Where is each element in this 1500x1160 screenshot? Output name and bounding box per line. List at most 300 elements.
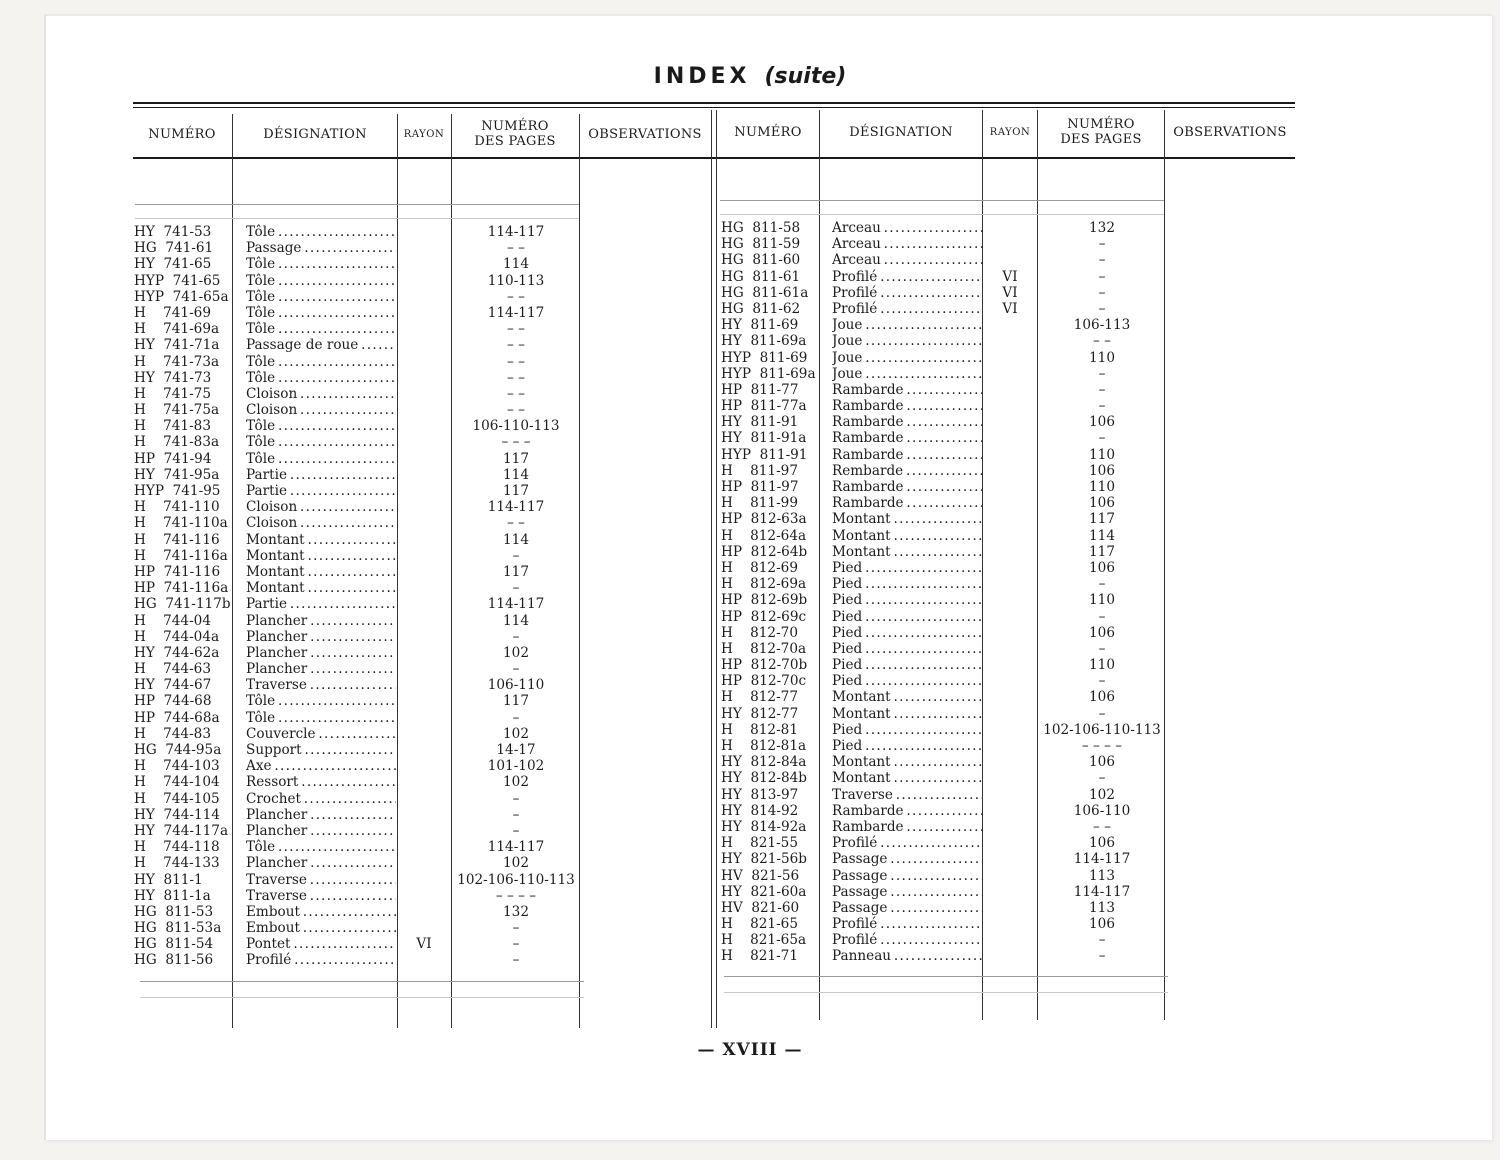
entry-designation: Embout . . . <box>246 904 396 920</box>
index-entry <box>134 904 584 920</box>
entry-pages: 106 <box>1089 414 1115 431</box>
entry-designation: Rembarde . . . <box>832 463 982 479</box>
index-entry <box>721 236 1171 252</box>
index-entry <box>134 434 584 450</box>
entry-designation: Plancher . . . <box>246 645 396 661</box>
index-entry <box>721 333 1171 349</box>
index-entry <box>134 483 584 499</box>
index-entry <box>134 710 584 726</box>
entry-pages: – <box>512 709 520 726</box>
guide-line-left-top <box>135 204 579 205</box>
entry-pages: 110 <box>1089 349 1115 366</box>
index-entry <box>721 770 1171 786</box>
entry-number: HY 812-77 <box>721 705 799 722</box>
entry-designation: Tôle . . . <box>246 418 396 434</box>
entry-designation: Plancher . . . <box>246 855 396 871</box>
entry-designation: Tôle . . . <box>246 256 396 272</box>
entry-designation: Arceau . . . <box>832 252 982 268</box>
header-designation-left: DÉSIGNATION <box>263 126 367 142</box>
entry-pages: 110-113 <box>487 272 545 289</box>
entry-number: HY 811-91a <box>721 430 807 447</box>
entry-number: H 741-116 <box>134 531 220 548</box>
index-entry <box>134 596 584 612</box>
entry-number: H 741-110a <box>134 515 228 532</box>
entry-number: HG 811-53a <box>134 920 222 937</box>
index-entry <box>721 722 1171 738</box>
entry-pages: – – <box>507 515 525 532</box>
entry-number: HG 744-95a <box>134 742 222 758</box>
index-list-right <box>721 220 1171 965</box>
entry-number: HP 812-70c <box>721 673 807 690</box>
entry-designation: Cloison . . . <box>246 515 396 531</box>
entry-pages: – – <box>507 240 525 257</box>
entry-number: HYP 741-95 <box>134 483 221 499</box>
index-entry <box>721 868 1171 884</box>
entry-number: H 821-65a <box>721 932 807 949</box>
entry-number: HY 741-73 <box>134 369 212 386</box>
entry-number: HY 812-84b <box>721 770 808 787</box>
entry-number: HY 744-114 <box>134 806 220 823</box>
entry-pages: 102 <box>503 644 529 661</box>
entry-number: H 744-63 <box>134 661 211 678</box>
entry-designation: Rambarde . . . <box>832 382 982 398</box>
entry-designation: Joue . . . <box>832 317 982 333</box>
entry-designation: Tôle . . . <box>246 451 396 467</box>
index-entry <box>134 499 584 515</box>
entry-pages: – <box>1098 268 1106 285</box>
entry-pages: 106 <box>1089 495 1115 512</box>
entry-number: HP 812-63a <box>721 511 807 528</box>
entry-pages: – – – – <box>1081 738 1123 754</box>
index-entry <box>721 900 1171 916</box>
entry-pages: – <box>1098 430 1106 447</box>
entry-number: H 744-118 <box>134 839 220 856</box>
entry-designation: Montant . . . <box>246 548 396 564</box>
index-entry <box>134 920 584 936</box>
header-observations-right: OBSERVATIONS <box>1173 124 1287 140</box>
entry-designation: Traverse . . . <box>832 787 982 803</box>
entry-pages: 114 <box>503 466 529 483</box>
entry-designation: Pied . . . <box>832 592 982 608</box>
header-observations-left: OBSERVATIONS <box>588 126 702 142</box>
entry-number: HG 811-62 <box>721 300 801 317</box>
entry-number: H 812-69a <box>721 576 807 593</box>
entry-pages: – – – – <box>495 887 537 904</box>
entry-rayon: VI <box>416 936 432 953</box>
index-entry <box>134 613 584 629</box>
index-entry <box>721 220 1171 236</box>
index-entry <box>721 544 1171 560</box>
entry-designation: Axe . . . <box>246 758 396 774</box>
index-entry <box>134 580 584 596</box>
index-entry <box>134 677 584 693</box>
index-entry <box>721 560 1171 576</box>
entry-designation: Rambarde . . . <box>832 495 982 511</box>
entry-pages: – <box>1098 365 1106 382</box>
entry-number: H 811-99 <box>721 495 798 512</box>
entry-designation: Traverse . . . <box>246 888 396 904</box>
entry-number: H 821-65 <box>721 916 798 933</box>
entry-number: HG 811-54 <box>134 936 214 953</box>
entry-number: H 744-104 <box>134 774 220 791</box>
entry-designation: Tôle . . . <box>246 693 396 709</box>
entry-designation: Pontet . . . <box>246 936 396 952</box>
entry-number: HG 811-59 <box>721 236 801 253</box>
entry-number: H 812-64a <box>721 527 807 544</box>
header-designation-right: DÉSIGNATION <box>849 124 953 140</box>
entry-designation: Pied . . . <box>832 609 982 625</box>
header-pages-right-line1: NUMÉRO <box>1067 117 1135 132</box>
entry-pages: 102 <box>503 725 529 742</box>
entry-pages: 106 <box>1089 689 1115 706</box>
index-entry <box>721 495 1171 511</box>
entry-pages: – – <box>507 337 525 354</box>
header-numero-right: NUMÉRO <box>734 124 802 140</box>
entry-number: HP 741-116a <box>134 580 229 597</box>
index-entry <box>721 948 1171 964</box>
index-entry <box>134 791 584 807</box>
guide-line-left-bottom <box>140 981 584 982</box>
entry-pages: 114-117 <box>487 499 545 516</box>
entry-number: H 744-105 <box>134 790 220 807</box>
index-entry <box>721 819 1171 835</box>
entry-number: HV 821-56 <box>721 867 800 884</box>
index-entry <box>721 252 1171 268</box>
entry-pages: 132 <box>1089 220 1115 236</box>
entry-pages: 114 <box>503 256 529 273</box>
entry-pages: – <box>512 936 520 953</box>
entry-number: H 811-97 <box>721 462 798 479</box>
index-entry <box>721 511 1171 527</box>
entry-number: H 744-83 <box>134 725 211 742</box>
index-entry <box>134 888 584 904</box>
index-entry <box>134 936 584 952</box>
entry-pages: 110 <box>1089 479 1115 495</box>
entry-number: HY 821-56b <box>721 851 808 868</box>
entry-number: HP 812-69c <box>721 608 807 625</box>
entry-designation: Montant . . . <box>832 689 982 705</box>
entry-designation: Pied . . . <box>832 738 982 754</box>
entry-designation: Support . . . <box>246 742 396 758</box>
entry-pages: 106 <box>1089 624 1115 641</box>
entry-designation: Pied . . . <box>832 673 982 689</box>
entry-pages: 110 <box>1089 446 1115 463</box>
entry-pages: – <box>1098 673 1106 690</box>
index-entry <box>721 689 1171 705</box>
entry-pages: 114 <box>503 612 529 629</box>
entry-number: HY 814-92a <box>721 818 807 835</box>
index-entry <box>134 855 584 871</box>
entry-pages: – <box>512 822 520 839</box>
entry-designation: Plancher . . . <box>246 629 396 645</box>
index-entry <box>134 629 584 645</box>
entry-designation: Montant . . . <box>246 580 396 596</box>
entry-designation: Pied . . . <box>832 657 982 673</box>
entry-pages: – <box>1098 284 1106 301</box>
entry-designation: Tôle . . . <box>246 273 396 289</box>
entry-pages: 132 <box>503 903 529 920</box>
entry-pages: 114-117 <box>1073 851 1131 868</box>
entry-number: H 812-81a <box>721 738 807 754</box>
index-entry <box>721 382 1171 398</box>
entry-number: H 741-69 <box>134 304 211 321</box>
index-entry <box>721 528 1171 544</box>
entry-number: H 812-81 <box>721 721 798 738</box>
entry-number: HP 741-116 <box>134 563 221 580</box>
index-entry <box>134 952 584 968</box>
entry-number: HP 744-68 <box>134 693 212 710</box>
entry-pages: 106 <box>1089 754 1115 771</box>
entry-designation: Rambarde . . . <box>832 479 982 495</box>
entry-pages: – <box>512 790 520 807</box>
entry-pages: – <box>1098 932 1106 949</box>
entry-number: H 812-77 <box>721 689 798 706</box>
index-entry <box>721 430 1171 446</box>
entry-pages: – <box>512 920 520 937</box>
index-entry <box>721 414 1171 430</box>
entry-designation: Joue . . . <box>832 366 982 382</box>
entry-pages: – – <box>1093 333 1111 350</box>
entry-pages: 114-117 <box>1073 883 1131 900</box>
index-entry <box>721 301 1171 317</box>
entry-pages: 117 <box>503 450 529 467</box>
entry-number: H 744-04 <box>134 612 211 629</box>
entry-number: HY 813-97 <box>721 786 799 803</box>
index-entry <box>134 240 584 256</box>
index-entry <box>134 774 584 790</box>
index-entry <box>134 645 584 661</box>
index-entry <box>134 515 584 531</box>
entry-number: HG 811-61 <box>721 268 801 285</box>
index-entry <box>134 451 584 467</box>
guide-line-right-top2 <box>720 214 1164 215</box>
index-entry <box>721 673 1171 689</box>
index-entry <box>721 447 1171 463</box>
entry-rayon: VI <box>1002 300 1018 317</box>
index-entry <box>721 576 1171 592</box>
entry-designation: Cloison . . . <box>246 386 396 402</box>
index-entry <box>134 402 584 418</box>
entry-pages: 110 <box>1089 657 1115 674</box>
entry-designation: Crochet . . . <box>246 791 396 807</box>
entry-number: HYP 811-91 <box>721 446 808 463</box>
index-entry <box>721 916 1171 932</box>
entry-number: HY 744-117a <box>134 822 229 839</box>
entry-designation: Tôle . . . <box>246 839 396 855</box>
entry-number: HYP 811-69a <box>721 365 816 382</box>
entry-pages: 102 <box>1089 786 1115 803</box>
index-entry <box>134 256 584 272</box>
index-entry <box>134 289 584 305</box>
header-rayon-right: RAYON <box>989 126 1031 138</box>
entry-designation: Profilé . . . <box>832 285 982 301</box>
entry-designation: Tôle . . . <box>246 354 396 370</box>
entry-number: HYP 741-65 <box>134 272 221 289</box>
index-entry <box>134 758 584 774</box>
guide-line-left-bottom2 <box>140 997 584 998</box>
entry-designation: Couvercle . . . <box>246 726 396 742</box>
entry-pages: – – <box>1093 818 1111 835</box>
index-entry <box>134 467 584 483</box>
header-numero-left: NUMÉRO <box>148 126 216 142</box>
entry-number: HY 741-53 <box>134 224 212 240</box>
index-entry <box>721 317 1171 333</box>
entry-pages: – <box>1098 608 1106 625</box>
entry-rayon: VI <box>1002 284 1018 301</box>
entry-pages: 102 <box>503 855 529 872</box>
entry-designation: Passage . . . <box>246 240 396 256</box>
entry-pages: 102-106-110-113 <box>457 871 575 888</box>
entry-pages: 14-17 <box>496 742 536 758</box>
entry-number: HY 811-69 <box>721 317 799 334</box>
entry-number: H 741-116a <box>134 547 228 564</box>
entry-designation: Joue . . . <box>832 350 982 366</box>
index-entry <box>134 807 584 823</box>
index-entry <box>721 932 1171 948</box>
entry-pages: 102 <box>503 774 529 791</box>
entry-designation: Pied . . . <box>832 625 982 641</box>
top-rule-thick <box>133 102 1295 104</box>
title-sub: (suite) <box>764 64 847 89</box>
entry-designation: Profilé . . . <box>832 835 982 851</box>
entry-number: HY 811-1 <box>134 871 203 888</box>
guide-line-right-top <box>720 200 1164 201</box>
entry-number: HP 741-94 <box>134 450 212 467</box>
entry-number: HY 744-67 <box>134 677 212 694</box>
entry-number: H 744-103 <box>134 758 220 775</box>
entry-designation: Pied . . . <box>832 576 982 592</box>
center-sep-b <box>716 110 717 1028</box>
entry-designation: Montant . . . <box>246 564 396 580</box>
entry-designation: Rambarde . . . <box>832 447 982 463</box>
entry-designation: Arceau . . . <box>832 220 982 236</box>
entry-pages: 106 <box>1089 835 1115 852</box>
entry-designation: Montant . . . <box>832 511 982 527</box>
entry-pages: 106-110 <box>487 677 545 694</box>
entry-pages: – <box>512 806 520 823</box>
header-rayon-left: RAYON <box>403 128 445 140</box>
entry-designation: Montant . . . <box>832 706 982 722</box>
entry-designation: Passage . . . <box>832 900 982 916</box>
entry-number: H 741-69a <box>134 321 220 338</box>
entry-designation: Panneau . . . <box>832 948 982 964</box>
entry-number: HP 811-97 <box>721 479 799 495</box>
entry-number: H 741-73a <box>134 353 220 370</box>
entry-number: H 821-55 <box>721 835 798 852</box>
entry-designation: Passage . . . <box>832 868 982 884</box>
entry-number: H 812-70 <box>721 624 798 641</box>
entry-designation: Plancher . . . <box>246 613 396 629</box>
entry-number: HY 821-60a <box>721 883 807 900</box>
entry-designation: Tôle . . . <box>246 289 396 305</box>
entry-designation: Rambarde . . . <box>832 398 982 414</box>
entry-pages: 113 <box>1089 899 1115 916</box>
entry-number: HY 811-91 <box>721 414 799 431</box>
entry-number: HV 821-60 <box>721 899 800 916</box>
entry-designation: Profilé . . . <box>832 932 982 948</box>
entry-pages: – <box>1098 300 1106 317</box>
entry-designation: Rambarde . . . <box>832 414 982 430</box>
entry-number: H 744-04a <box>134 628 220 645</box>
index-entry <box>134 823 584 839</box>
entry-number: HY 814-92 <box>721 802 799 819</box>
entry-pages: 106-113 <box>1073 317 1131 334</box>
entry-pages: – <box>1098 576 1106 593</box>
entry-number: HY 741-65 <box>134 256 212 273</box>
entry-number: H 741-75 <box>134 385 211 402</box>
entry-number: HP 744-68a <box>134 709 220 726</box>
entry-pages: 106-110 <box>1073 802 1131 819</box>
header-pages-left-line1: NUMÉRO <box>481 119 549 134</box>
entry-designation: Rambarde . . . <box>832 819 982 835</box>
entry-designation: Traverse . . . <box>246 677 396 693</box>
index-entry <box>134 693 584 709</box>
entry-designation: Profilé . . . <box>832 916 982 932</box>
index-entry <box>134 337 584 353</box>
entry-designation: Plancher . . . <box>246 823 396 839</box>
entry-designation: Profilé . . . <box>832 301 982 317</box>
entry-pages: – <box>1098 236 1106 253</box>
entry-pages: 114-117 <box>487 596 545 613</box>
index-entry <box>721 463 1171 479</box>
entry-pages: 117 <box>503 563 529 580</box>
entry-number: HYP 741-65a <box>134 288 229 305</box>
index-entry <box>721 706 1171 722</box>
entry-designation: Rambarde . . . <box>832 430 982 446</box>
entry-designation: Cloison . . . <box>246 402 396 418</box>
entry-pages: 114 <box>1089 527 1115 544</box>
entry-pages: – <box>512 628 520 645</box>
entry-designation: Passage . . . <box>832 884 982 900</box>
entry-number: H 741-110 <box>134 499 220 516</box>
index-entry <box>721 592 1171 608</box>
entry-designation: Rambarde . . . <box>832 803 982 819</box>
entry-number: H 741-75a <box>134 402 220 419</box>
entry-designation: Pied . . . <box>832 560 982 576</box>
entry-number: HG 811-60 <box>721 252 801 269</box>
index-entry <box>134 872 584 888</box>
index-entry <box>134 564 584 580</box>
entry-pages: – – <box>507 321 525 338</box>
entry-pages: 114-117 <box>487 224 545 240</box>
index-entry <box>721 285 1171 301</box>
index-entry <box>721 269 1171 285</box>
entry-designation: Passage de roue . . . <box>246 337 396 353</box>
entry-designation: Tôle . . . <box>246 224 396 240</box>
page-title <box>0 64 1500 89</box>
entry-pages: – <box>512 952 520 969</box>
entry-rayon: VI <box>1002 268 1018 285</box>
guide-line-left-top2 <box>135 218 579 219</box>
entry-pages: – – – <box>501 434 531 451</box>
header-pages-left <box>452 112 578 156</box>
index-entry <box>134 370 584 386</box>
index-entry <box>721 803 1171 819</box>
index-entry <box>134 726 584 742</box>
index-entry <box>134 273 584 289</box>
entry-number: HY 744-62a <box>134 644 220 661</box>
entry-designation: Montant . . . <box>832 754 982 770</box>
entry-pages: – <box>512 661 520 678</box>
entry-pages: – <box>512 580 520 597</box>
index-entry <box>134 742 584 758</box>
entry-pages: 117 <box>1089 543 1115 560</box>
index-entry <box>721 398 1171 414</box>
index-entry <box>721 884 1171 900</box>
entry-pages: – <box>1098 640 1106 657</box>
entry-pages: – <box>1098 381 1106 398</box>
entry-designation: Montant . . . <box>832 770 982 786</box>
